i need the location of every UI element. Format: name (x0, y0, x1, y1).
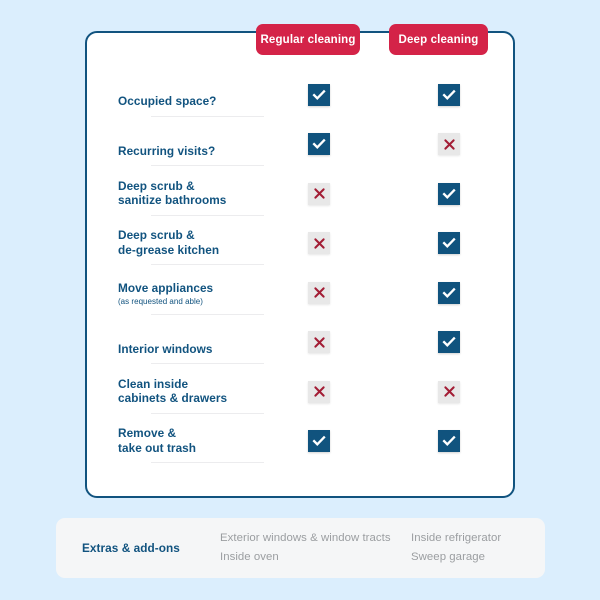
row-label: Deep scrub & sanitize bathrooms (118, 178, 227, 207)
row-divider (151, 462, 264, 463)
mark-cell-regular (308, 282, 330, 304)
check-icon (438, 232, 460, 254)
cross-icon (438, 381, 460, 403)
mark-cell-regular (308, 331, 330, 353)
extras-column-2-item: Inside refrigerator (411, 532, 502, 544)
table-row (85, 70, 515, 120)
row-label: Deep scrub & de-grease kitchen (118, 228, 220, 257)
mark-cell-regular (308, 84, 330, 106)
row-label-inner (118, 426, 263, 455)
cross-icon (308, 232, 330, 254)
check-icon (438, 331, 460, 353)
column-header-regular-cleaning[interactable] (256, 24, 360, 55)
mark-cell-deep (438, 84, 460, 106)
row-label-inner (118, 377, 263, 406)
row-label-cell (118, 318, 263, 368)
row-divider (151, 116, 264, 117)
row-sublabel: (as requested and able) (118, 296, 203, 306)
column-header-label: Regular cleaning (260, 33, 356, 46)
row-label-inner (118, 342, 263, 357)
extras-column-1-item: Inside oven (220, 551, 279, 563)
column-header-deep-cleaning[interactable] (389, 24, 488, 55)
extras-column-2-item: Sweep garage (411, 551, 486, 563)
row-label: Occupied space? (118, 94, 217, 108)
mark-cell-deep (438, 183, 460, 205)
check-icon (438, 430, 460, 452)
column-header-label: Deep cleaning (398, 33, 479, 46)
row-label: Move appliances (118, 281, 214, 295)
row-label: Interior windows (118, 341, 213, 356)
row-label-cell (118, 219, 263, 269)
mark-cell-regular (308, 133, 330, 155)
row-divider (151, 215, 264, 216)
row-divider (151, 314, 264, 315)
table-row (85, 169, 515, 219)
comparison-rows (85, 70, 515, 466)
cross-icon (308, 183, 330, 205)
mark-cell-regular (308, 232, 330, 254)
check-icon (308, 84, 330, 106)
row-divider (151, 165, 264, 166)
extras-column-1-item: Exterior windows & window tracts (220, 532, 391, 544)
row-label-inner (118, 228, 263, 257)
row-divider (151, 264, 264, 265)
row-label-cell (118, 367, 263, 417)
mark-cell-deep (438, 381, 460, 403)
row-label: Remove & take out trash (118, 426, 197, 455)
cross-icon (308, 331, 330, 353)
row-label-inner (118, 281, 263, 307)
check-icon (438, 282, 460, 304)
extras-column-1 (220, 529, 391, 567)
table-row (85, 318, 515, 368)
mark-cell-regular (308, 430, 330, 452)
mark-cell-regular (308, 183, 330, 205)
check-icon (308, 430, 330, 452)
row-label-cell (118, 169, 263, 219)
extras-title: Extras & add-ons (82, 541, 180, 555)
mark-cell-deep (438, 430, 460, 452)
cross-icon (308, 381, 330, 403)
row-label-inner (118, 179, 263, 208)
mark-cell-regular (308, 381, 330, 403)
mark-cell-deep (438, 232, 460, 254)
row-label-cell (118, 70, 263, 120)
row-label-cell (118, 417, 263, 467)
table-row (85, 120, 515, 170)
extras-column-2 (411, 529, 501, 567)
cross-icon (438, 133, 460, 155)
mark-cell-deep (438, 331, 460, 353)
row-label-cell (118, 268, 263, 318)
cross-icon (308, 282, 330, 304)
row-label-inner (118, 144, 263, 159)
mark-cell-deep (438, 282, 460, 304)
check-icon (438, 84, 460, 106)
row-label-cell (118, 120, 263, 170)
table-row (85, 268, 515, 318)
table-row (85, 367, 515, 417)
table-row (85, 417, 515, 467)
row-label: Clean inside cabinets & drawers (118, 376, 228, 405)
check-icon (438, 183, 460, 205)
row-divider (151, 363, 264, 364)
mark-cell-deep (438, 133, 460, 155)
extras-panel (56, 518, 545, 578)
check-icon (308, 133, 330, 155)
row-divider (151, 413, 264, 414)
table-row (85, 219, 515, 269)
row-label: Recurring visits? (118, 143, 216, 158)
row-label-inner (118, 94, 263, 109)
